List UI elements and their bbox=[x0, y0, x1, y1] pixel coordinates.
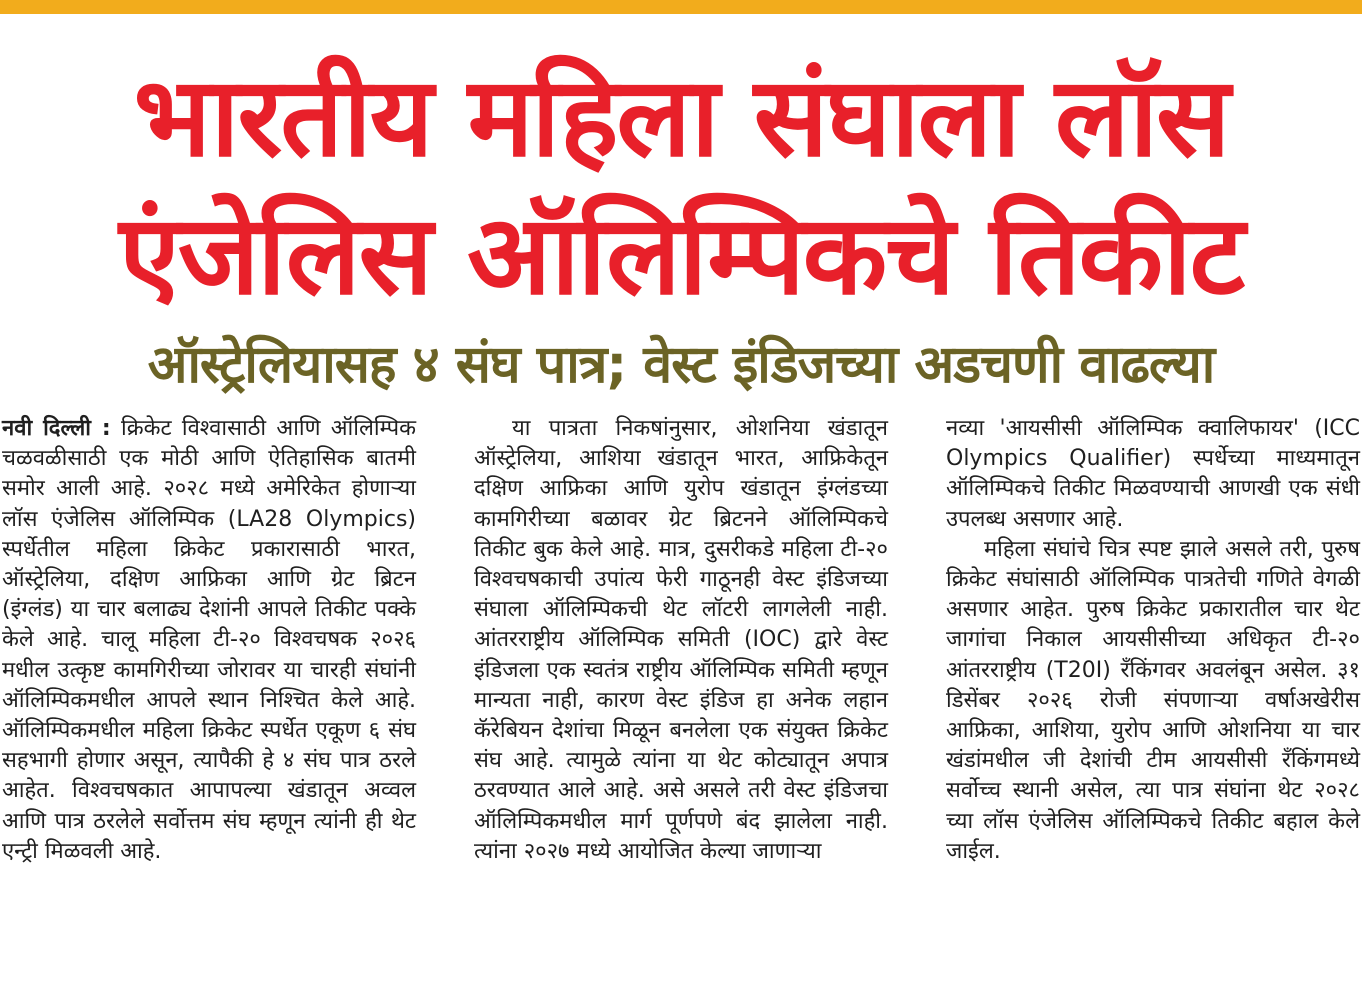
column-2-text: या पात्रता निकषांनुसार, ओशनिया खंडातून ऑस्ट्रेलिया, आशिया खंडातून भारत, आफ्रिकेतून दक्षिण आफ्रिका आणि युरोप खंडातून इंग्लंडच्या कामगिरीच्या बळावर ग्रेट ब्रिटनने ऑलिम्पिकचे तिकीट बुक केले आहे. मात्र, दुसरीकडे महिला टी-२० विश्वचषकाची उपांत्य फेरी गाठूनही वेस्ट इंडिजच्या संघाला ऑलिम्पिकची थेट लॉटरी लागलेली नाही. आंतरराष्ट्रीय ऑलिम्पिक समिती (IOC) द्वारे वेस्ट इंडिजला एक स्वतंत्र राष्ट्रीय ऑलिम्पिक समिती म्हणून मान्यता नाही, कारण वेस्ट इंडिज हा अनेक लहान कॅरेबियन देशांचा मिळून बनलेला एक संयुक्त क्रिकेट संघ आहे. त्यामुळे त्यांना या थेट कोट्यातून अपात्र ठरवण्यात आले आहे. असे असले तरी वेस्ट इंडिजचा ऑलिम्पिकमधील मार्ग पूर्णपणे बंद झालेला नाही. त्यांना २०२७ मध्ये आयोजित केल्या जाणाऱ्या bbox=[474, 416, 888, 864]
headline bbox=[0, 48, 1362, 324]
headline-line-2: एंजेलिस ऑलिम्पिकचे तिकीट bbox=[118, 191, 1244, 319]
dateline: नवी दिल्ली : bbox=[2, 416, 111, 441]
column-3-text-1: नव्या 'आयसीसी ऑलिम्पिक क्वालिफायर' (ICC Olympics Qualifier) स्पर्धेच्या माध्यमातून ऑलिम्पिकचे तिकीट मिळवण्याची आणखी एक संधी उपलब्ध असणार आहे. bbox=[946, 416, 1360, 532]
column-3-text-2: महिला संघांचे चित्र स्पष्ट झाले असले तरी, पुरुष क्रिकेट संघांसाठी ऑलिम्पिक पात्रतेची गणिते वेगळी असणार आहेत. पुरुष क्रिकेट प्रकारातील चार थेट जागांचा निकाल आयसीसीच्या अधिकृत टी-२० आंतरराष्ट्रीय (T20I) रँकिंगवर अवलंबून असेल. ३१ डिसेंबर २०२६ रोजी संपणाऱ्या वर्षाअखेरीस आफ्रिका, आशिया, युरोप आणि ओशनिया या चार खंडांमधील जी देशांची टीम आयसीसी रँकिंगमध्ये सर्वोच्च स्थानी असेल, त्या पात्र संघांना थेट २०२८ च्या लॉस एंजेलिस ऑलिम्पिकचे तिकीट बहाल केले जाईल. bbox=[946, 536, 1360, 864]
top-accent-bar bbox=[0, 0, 1362, 14]
headline-line-1: भारतीय महिला संघाला लॉस bbox=[133, 53, 1229, 181]
article-column-1 bbox=[2, 414, 416, 867]
article-column-3 bbox=[946, 414, 1360, 867]
subheadline: ऑस्ट्रेलियासह ४ संघ पात्र; वेस्ट इंडिजच्या अडचणी वाढल्या bbox=[147, 335, 1215, 395]
column-1-text: क्रिकेट विश्वासाठी आणि ऑलिम्पिक चळवळीसाठी एक मोठी आणि ऐतिहासिक बातमी समोर आली आहे. २०२८ मध्ये अमेरिकेत होणाऱ्या लॉस एंजेलिस ऑलिम्पिक (LA28 Olympics) स्पर्धेतील महिला क्रिकेट प्रकारासाठी भारत, ऑस्ट्रेलिया, दक्षिण आफ्रिका आणि ग्रेट ब्रिटन (इंग्लंड) या चार बलाढ्य देशांनी आपले तिकीट पक्के केले आहे. चालू महिला टी-२० विश्वचषक २०२६ मधील उत्कृष्ट कामगिरीच्या जोरावर या चारही संघांनी ऑलिम्पिकमधील आपले स्थान निश्चित केले आहे. ऑलिम्पिकमधील महिला क्रिकेट स्पर्धेत एकूण ६ संघ सहभागी होणार असून, त्यापैकी हे ४ संघ पात्र ठरले आहेत. विश्वचषकात आपापल्या खंडातून अव्वल आणि पात्र ठरलेले सर्वोत्तम संघ म्हणून त्यांनी ही थेट एन्ट्री मिळवली आहे. bbox=[2, 416, 416, 864]
article-column-2 bbox=[474, 414, 888, 867]
